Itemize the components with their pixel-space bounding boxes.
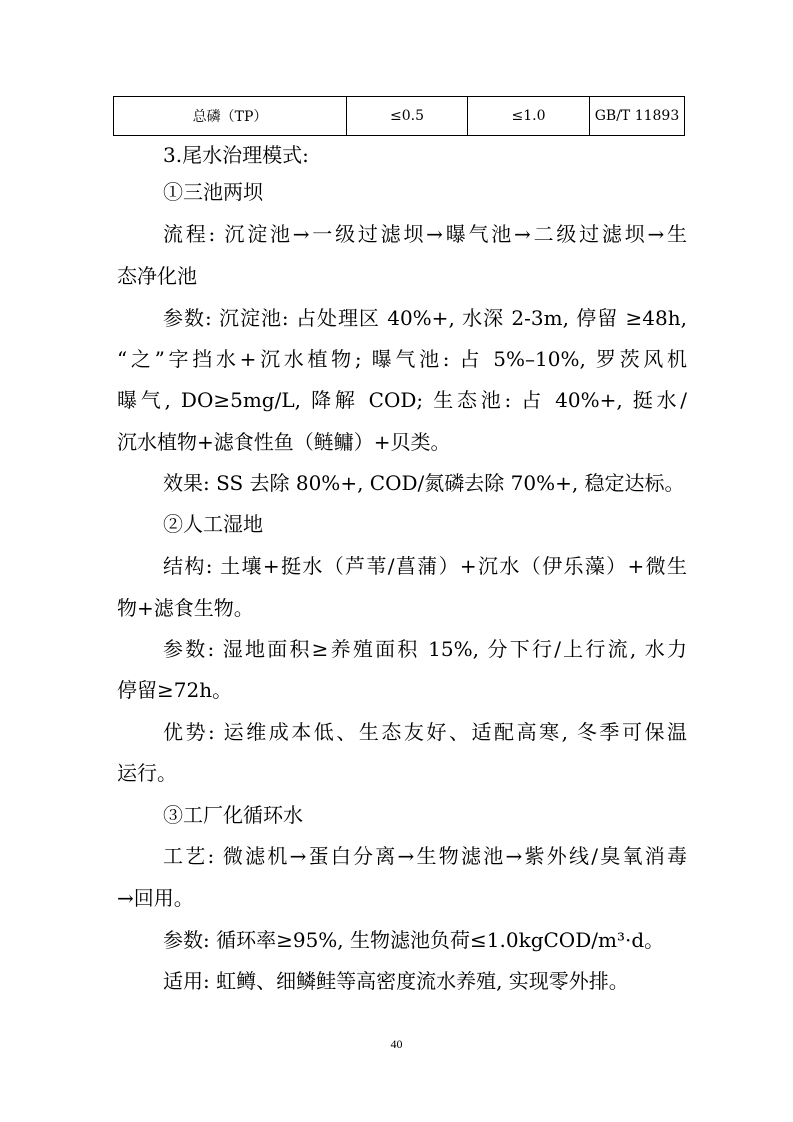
mode2-title: ②人工湿地 <box>163 512 263 536</box>
mode1-flow-line1: 流程: 沉淀池→一级过滤坝→曝气池→二级过滤坝→生 <box>163 222 687 246</box>
mode1-params-line2: “之”字挡水+沉水植物; 曝气池: 占 5%–10%, 罗茨风机 <box>117 347 687 371</box>
mode3-title: ③工厂化循环水 <box>163 803 303 827</box>
water-quality-table <box>113 96 685 136</box>
mode3-process-line2: →回用。 <box>117 886 194 910</box>
table-cell-standard: GB/T 11893 <box>590 97 685 136</box>
mode1-flow-line2: 态净化池 <box>117 264 197 288</box>
table-row <box>114 97 685 136</box>
mode2-advantage-line2: 运行。 <box>117 761 177 785</box>
mode3-applicable: 适用: 虹鳟、细鳞鲑等高密度流水养殖, 实现零外排。 <box>163 969 629 993</box>
mode1-params-line1: 参数: 沉淀池: 占处理区 40%+, 水深 2-3m, 停留 ≥48h, <box>163 306 687 330</box>
mode2-structure-line2: 物+滤食生物。 <box>117 596 254 620</box>
mode2-advantage-line1: 优势: 运维成本低、生态友好、适配高寒, 冬季可保温 <box>163 720 687 744</box>
section-title: 3.尾水治理模式: <box>163 143 309 167</box>
table-cell-indicator: 总磷（TP） <box>114 97 347 136</box>
mode1-title: ①三池两坝 <box>163 180 263 204</box>
mode1-params-line4: 沉水植物+滤食性鱼（鲢鳙）+贝类。 <box>117 430 451 454</box>
table-cell-limit-2: ≤1.0 <box>468 97 590 136</box>
mode2-params-line1: 参数: 湿地面积≥养殖面积 15%, 分下行/上行流, 水力 <box>163 637 687 661</box>
table-cell-limit-1: ≤0.5 <box>347 97 468 136</box>
mode2-params-line2: 停留≥72h。 <box>117 678 233 702</box>
mode3-params: 参数: 循环率≥95%, 生物滤池负荷≤1.0kgCOD/m³·d。 <box>163 928 665 952</box>
page-number: 40 <box>390 1037 403 1051</box>
mode1-effect: 效果: SS 去除 80%+, COD/氮磷去除 70%+, 稳定达标。 <box>163 471 685 495</box>
mode2-structure-line1: 结构: 土壤+挺水（芦苇/菖蒲）+沉水（伊乐藻）+微生 <box>163 554 687 578</box>
mode3-process-line1: 工艺: 微滤机→蛋白分离→生物滤池→紫外线/臭氧消毒 <box>163 844 687 868</box>
mode1-params-line3: 曝气, DO≥5mg/L, 降解 COD; 生态池: 占 40%+, 挺水/ <box>117 388 687 412</box>
